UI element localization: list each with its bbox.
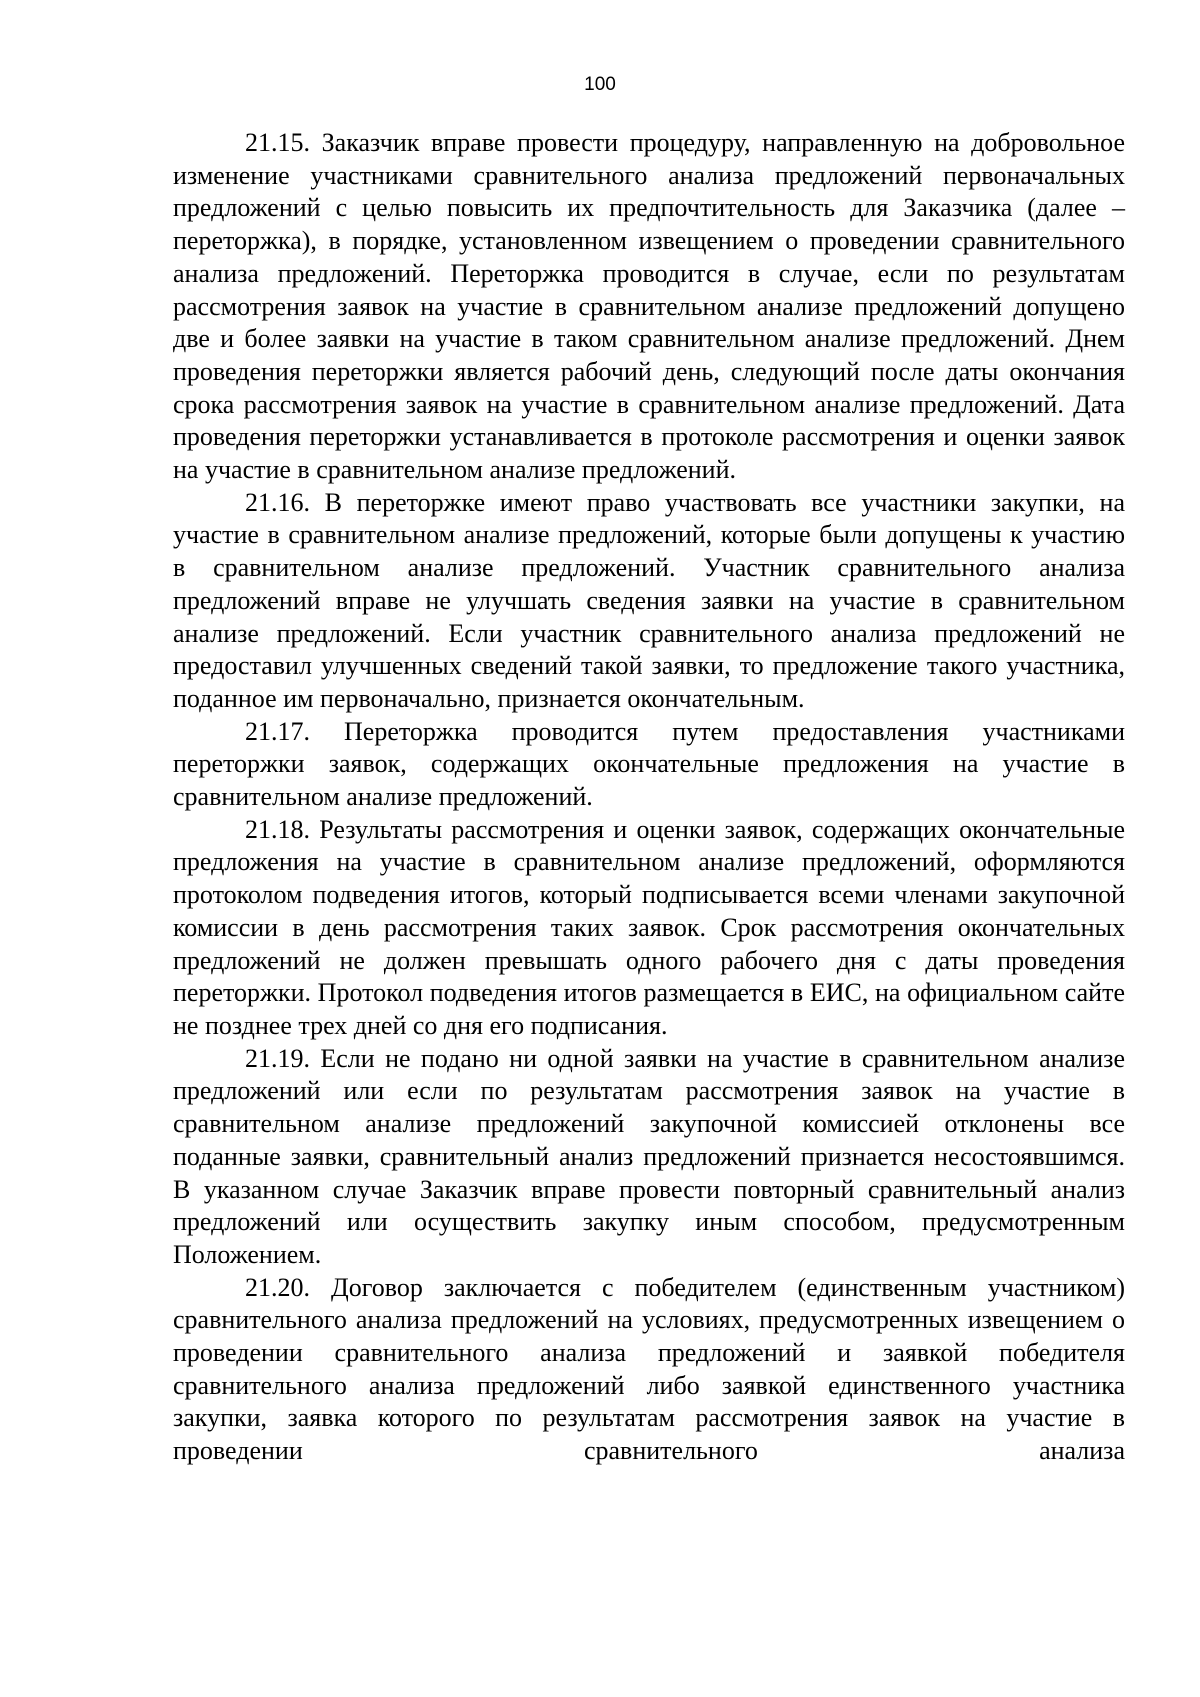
page-number: 100 (584, 74, 616, 95)
paragraph-21-16: 21.16. В переторжке имеют право участвовать все участники закупки, на участие в сравнительном анализе предложений, которые были допущены к участию в сравнительном анализе предложений. Участник сравнительного анализа предложений вправе не улучшать сведения заявки на участие в сравнительном анализе предложений. Если участник сравнительного анализа предложений не предоставил улучшенных сведений такой заявки, то предложение такого участника, поданное им первоначально, признается окончательным. (173, 487, 1125, 713)
paragraph-21-15: 21.15. Заказчик вправе провести процедуру, направленную на добровольное изменение участниками сравнительного анализа предложений первоначальных предложений с целью повысить их предпочтительность для Заказчика (далее – переторжка), в порядке, установленном извещением о проведении сравнительного анализа предложений. Переторжка проводится в случае, если по результатам рассмотрения заявок на участие в сравнительном анализе предложений допущено две и более заявки на участие в таком сравнительном анализе предложений. Днем проведения переторжки является рабочий день, следующий после даты окончания срока рассмотрения заявок на участие в сравнительном анализе предложений. Дата проведения переторжки устанавливается в протоколе рассмотрения и оценки заявок на участие в сравнительном анализе предложений. (173, 128, 1125, 485)
paragraph-21-18: 21.18. Результаты рассмотрения и оценки заявок, содержащих окончательные предложения на участие в сравнительном анализе предложений, оформляются протоколом подведения итогов, который подписывается всеми членами закупочной комиссии в день рассмотрения таких заявок. Срок рассмотрения окончательных предложений не должен превышать одного рабочего дня с даты проведения переторжки. Протокол подведения итогов размещается в ЕИС, на официальном сайте не позднее трех дней со дня его подписания. (173, 814, 1125, 1040)
paragraph-21-20: 21.20. Договор заключается с победителем (единственным участником) сравнительного анализа предложений на условиях, предусмотренных извещением о проведении сравнительного анализа предложений и заявкой победителя сравнительного анализа предложений либо заявкой единственного участника закупки, заявка которого по результатам рассмотрения заявок на участие в проведении сравнительного анализа (173, 1272, 1125, 1466)
paragraph-21-17: 21.17. Переторжка проводится путем предоставления участниками переторжки заявок, содержащих окончательные предложения на участие в сравнительном анализе предложений. (173, 716, 1125, 812)
document-body (173, 127, 1125, 1468)
paragraph-21-19: 21.19. Если не подано ни одной заявки на участие в сравнительном анализе предложений или если по результатам рассмотрения заявок на участие в сравнительном анализе предложений закупочной комиссией отклонены все поданные заявки, сравнительный анализ предложений признается несостоявшимся. В указанном случае Заказчик вправе провести повторный сравнительный анализ предложений или осуществить закупку иным способом, предусмотренным Положением. (173, 1043, 1125, 1269)
